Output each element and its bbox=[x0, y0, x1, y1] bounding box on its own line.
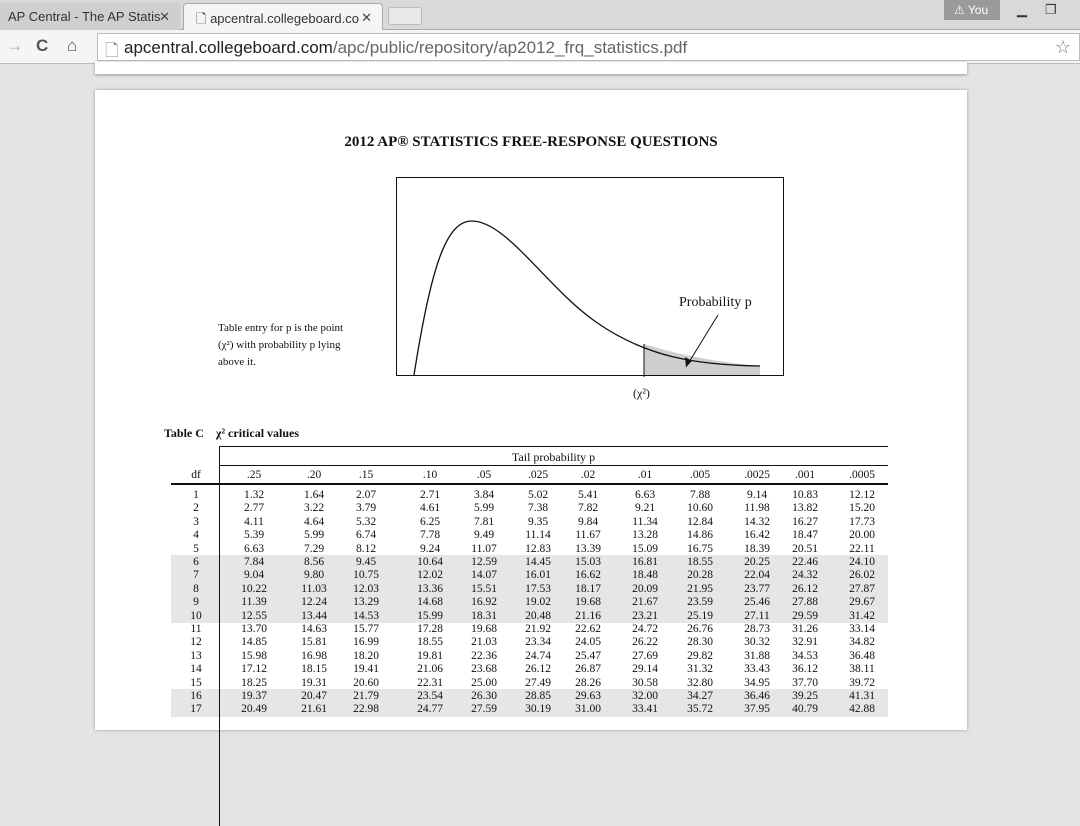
table-cell: 37.70 bbox=[792, 676, 818, 689]
table-cell: 21.03 bbox=[471, 636, 497, 649]
table-cell: 15.99 bbox=[417, 609, 443, 622]
table-cell: 30.58 bbox=[632, 676, 658, 689]
table-cell: 21.79 bbox=[353, 690, 379, 702]
table-cell: 23.34 bbox=[525, 636, 551, 649]
tab-label: apcentral.collegeboard.co bbox=[210, 11, 359, 26]
table-cell: 20.28 bbox=[687, 569, 713, 582]
forward-icon[interactable]: → bbox=[6, 36, 23, 55]
table-cell: 32.91 bbox=[792, 636, 818, 649]
table-cell: 5.41 bbox=[577, 489, 599, 501]
table-cell: 5.39 bbox=[243, 529, 265, 542]
table-cell: 13.29 bbox=[353, 596, 379, 609]
table-cell: 9.14 bbox=[746, 489, 768, 501]
table-cell: 42.88 bbox=[849, 703, 875, 716]
table-cell: 16.81 bbox=[632, 556, 658, 568]
column-header: .001 bbox=[794, 469, 816, 481]
df-cell: 14 bbox=[190, 663, 202, 676]
table-cell: 6.74 bbox=[355, 529, 377, 542]
df-cell: 15 bbox=[190, 676, 202, 689]
df-cell: 12 bbox=[190, 636, 202, 649]
table-cell: 19.68 bbox=[471, 623, 497, 635]
table-cell: 18.55 bbox=[687, 556, 713, 568]
table-cell: 28.26 bbox=[575, 676, 601, 689]
table-cell: 36.46 bbox=[744, 690, 770, 702]
table-cell: 3.22 bbox=[303, 502, 325, 515]
table-cell: 9.04 bbox=[243, 569, 265, 582]
table-cell: 11.07 bbox=[471, 542, 497, 555]
table-cell: 10.22 bbox=[241, 582, 267, 595]
table-cell: 37.95 bbox=[744, 703, 770, 716]
table-cell: 5.99 bbox=[473, 502, 495, 515]
table-cell: 16.27 bbox=[792, 515, 818, 528]
table-cell: 10.75 bbox=[353, 569, 379, 582]
table-cell: 26.12 bbox=[525, 663, 551, 676]
table-cell: 33.43 bbox=[744, 663, 770, 676]
table-cell: 12.55 bbox=[241, 609, 267, 622]
table-cell: 40.79 bbox=[792, 703, 818, 716]
table-cell: 38.11 bbox=[849, 663, 875, 676]
table-cell: 12.02 bbox=[417, 569, 443, 582]
table-cell: 14.53 bbox=[353, 609, 379, 622]
df-cell: 16 bbox=[190, 690, 202, 702]
table-cell: 31.42 bbox=[849, 609, 875, 622]
table-cell: 9.45 bbox=[355, 556, 377, 568]
table-cell: 12.12 bbox=[849, 489, 875, 501]
table-cell: 22.46 bbox=[792, 556, 818, 568]
table-cell: 18.47 bbox=[792, 529, 818, 542]
column-header: .20 bbox=[306, 469, 322, 481]
table-cell: 18.17 bbox=[575, 582, 601, 595]
table-cell: 25.47 bbox=[575, 649, 601, 662]
table-cell: 30.19 bbox=[525, 703, 551, 716]
table-cell: 18.20 bbox=[353, 649, 379, 662]
caption-line: Table entry for p is the point bbox=[218, 322, 344, 334]
table-cell: 13.82 bbox=[792, 502, 818, 515]
table-cell: 21.92 bbox=[525, 623, 551, 635]
column-header: .0025 bbox=[744, 469, 770, 481]
table-cell: 18.31 bbox=[471, 609, 497, 622]
table-cell: 19.31 bbox=[301, 676, 327, 689]
table-cell: 28.30 bbox=[687, 636, 713, 649]
table-cell: 7.84 bbox=[243, 556, 265, 568]
table-cell: 25.00 bbox=[471, 676, 497, 689]
table-cell: 23.77 bbox=[744, 582, 770, 595]
table-cell: 21.06 bbox=[417, 663, 443, 676]
star-icon[interactable]: ☆ bbox=[1054, 37, 1071, 57]
table-cell: 17.12 bbox=[241, 663, 267, 676]
column-header: .25 bbox=[246, 469, 262, 481]
table-cell: 41.31 bbox=[849, 690, 875, 702]
table-cell: 27.88 bbox=[792, 596, 818, 609]
table-cell: 26.30 bbox=[471, 690, 497, 702]
table-cell: 31.26 bbox=[792, 623, 818, 635]
table-cell: 22.98 bbox=[353, 703, 379, 716]
user-label: You bbox=[967, 3, 989, 17]
reload-icon[interactable]: C bbox=[36, 36, 49, 55]
df-cell: 2 bbox=[193, 502, 199, 515]
table-title bbox=[164, 426, 299, 441]
page-icon: 🗋 bbox=[105, 41, 119, 60]
minimize-icon[interactable]: ▁ bbox=[1017, 2, 1027, 17]
rule bbox=[171, 483, 888, 485]
table-cell: 27.11 bbox=[744, 609, 770, 622]
table-cell: 15.09 bbox=[632, 542, 658, 555]
table-cell: 13.28 bbox=[632, 529, 658, 542]
table-cell: 14.85 bbox=[241, 636, 267, 649]
df-cell: 5 bbox=[193, 542, 199, 555]
table-cell: 15.03 bbox=[575, 556, 601, 568]
table-cell: 25.19 bbox=[687, 609, 713, 622]
table-cell: 3.84 bbox=[473, 489, 495, 501]
table-cell: 12.83 bbox=[525, 542, 551, 555]
df-cell: 9 bbox=[193, 596, 199, 609]
column-header: .15 bbox=[358, 469, 374, 481]
table-cell: 18.39 bbox=[744, 542, 770, 555]
table-cell: 13.44 bbox=[301, 609, 327, 622]
table-cell: 3.79 bbox=[355, 502, 377, 515]
table-cell: 14.63 bbox=[301, 623, 327, 635]
table-cell: 16.01 bbox=[525, 569, 551, 582]
table-cell: 14.68 bbox=[417, 596, 443, 609]
df-cell: 1 bbox=[193, 489, 199, 501]
column-header: .005 bbox=[689, 469, 711, 481]
table-cell: 20.00 bbox=[849, 529, 875, 542]
table-cell: 32.00 bbox=[632, 690, 658, 702]
table-cell: 29.82 bbox=[687, 649, 713, 662]
table-cell: 15.20 bbox=[849, 502, 875, 515]
table-cell: 26.22 bbox=[632, 636, 658, 649]
table-cell: 28.73 bbox=[744, 623, 770, 635]
table-cell: 11.98 bbox=[744, 502, 770, 515]
table-cell: 6.25 bbox=[419, 515, 441, 528]
table-cell: 6.63 bbox=[243, 542, 265, 555]
table-cell: 21.67 bbox=[632, 596, 658, 609]
table-cell: 31.00 bbox=[575, 703, 601, 716]
page-icon: 🗋 bbox=[196, 11, 211, 26]
table-cell: 22.04 bbox=[744, 569, 770, 582]
table-cell: 26.02 bbox=[849, 569, 875, 582]
table-cell: 9.21 bbox=[634, 502, 656, 515]
table-cell: 16.98 bbox=[301, 649, 327, 662]
table-cell: 13.39 bbox=[575, 542, 601, 555]
tab-ap-central[interactable] bbox=[0, 3, 180, 30]
table-cell: 9.49 bbox=[473, 529, 495, 542]
table-cell: 16.99 bbox=[353, 636, 379, 649]
table-cell: 10.64 bbox=[417, 556, 443, 568]
table-cell: 32.80 bbox=[687, 676, 713, 689]
close-icon[interactable]: ✕ bbox=[159, 9, 170, 24]
table-cell: 4.61 bbox=[419, 502, 441, 515]
column-header: .05 bbox=[476, 469, 492, 481]
table-cell: 30.32 bbox=[744, 636, 770, 649]
table-cell: 21.61 bbox=[301, 703, 327, 716]
table-cell: 29.67 bbox=[849, 596, 875, 609]
table-cell: 8.56 bbox=[303, 556, 325, 568]
table-cell: 12.84 bbox=[687, 515, 713, 528]
url-host: apcentral.collegeboard.com bbox=[124, 38, 333, 57]
table-cell: 15.81 bbox=[301, 636, 327, 649]
table-cell: 4.64 bbox=[303, 515, 325, 528]
address-bar[interactable] bbox=[97, 33, 1080, 61]
table-cell: 16.62 bbox=[575, 569, 601, 582]
table-cell: 7.78 bbox=[419, 529, 441, 542]
table-cell: 14.07 bbox=[471, 569, 497, 582]
table-cell: 36.12 bbox=[792, 663, 818, 676]
previous-page bbox=[95, 62, 967, 74]
table-cell: 26.76 bbox=[687, 623, 713, 635]
page-title: 2012 AP® STATISTICS FREE-RESPONSE QUESTIONS bbox=[344, 134, 718, 150]
table-cell: 20.09 bbox=[632, 582, 658, 595]
table-cell: 1.64 bbox=[303, 489, 325, 501]
close-icon[interactable]: ✕ bbox=[361, 10, 372, 25]
chi-label: (χ²) bbox=[633, 386, 650, 400]
df-cell: 13 bbox=[190, 649, 202, 662]
table-cell: 19.81 bbox=[417, 649, 443, 662]
table-cell: 18.48 bbox=[632, 569, 658, 582]
table-cell: 7.81 bbox=[473, 515, 495, 528]
table-cell: 15.51 bbox=[471, 582, 497, 595]
table-cell: 34.53 bbox=[792, 649, 818, 662]
table-cell: 19.37 bbox=[241, 690, 267, 702]
table-cell: 27.87 bbox=[849, 582, 875, 595]
table-cell: 33.14 bbox=[849, 623, 875, 635]
table-cell: 2.71 bbox=[419, 489, 441, 501]
table-cell: 8.12 bbox=[355, 542, 377, 555]
column-header: .0005 bbox=[849, 469, 875, 481]
table-cell: 12.03 bbox=[353, 582, 379, 595]
table-cell: 13.36 bbox=[417, 582, 443, 595]
table-cell: 10.60 bbox=[687, 502, 713, 515]
table-cell: 23.54 bbox=[417, 690, 443, 702]
table-cell: 10.83 bbox=[792, 489, 818, 501]
table-cell: 14.86 bbox=[687, 529, 713, 542]
tab-label: AP Central - The AP Statis bbox=[8, 9, 161, 24]
table-cell: 15.98 bbox=[241, 649, 267, 662]
table-cell: 20.49 bbox=[241, 703, 267, 716]
table-cell: 24.05 bbox=[575, 636, 601, 649]
toolbar bbox=[0, 30, 1080, 64]
table-subtitle: χ² critical values bbox=[215, 426, 300, 440]
table-cell: 24.72 bbox=[632, 623, 658, 635]
table-cell: 5.02 bbox=[527, 489, 549, 501]
table-cell: 21.95 bbox=[687, 582, 713, 595]
table-cell: 26.87 bbox=[575, 663, 601, 676]
table-cell: 27.69 bbox=[632, 649, 658, 662]
table-cell: 18.55 bbox=[417, 636, 443, 649]
table-cell: 22.31 bbox=[417, 676, 443, 689]
table-cell: 17.73 bbox=[849, 515, 875, 528]
table-cell: 23.59 bbox=[687, 596, 713, 609]
table-cell: 36.48 bbox=[849, 649, 875, 662]
table-cell: 34.95 bbox=[744, 676, 770, 689]
table-cell: 13.70 bbox=[241, 623, 267, 635]
table-cell: 21.16 bbox=[575, 609, 601, 622]
table-cell: 34.27 bbox=[687, 690, 713, 702]
table-cell: 29.59 bbox=[792, 609, 818, 622]
df-cell: 6 bbox=[193, 556, 199, 568]
table-cell: 7.82 bbox=[577, 502, 599, 515]
probability-label: Probability p bbox=[679, 295, 752, 310]
home-icon[interactable]: ⌂ bbox=[67, 36, 78, 55]
table-cell: 11.14 bbox=[525, 529, 551, 542]
table-cell: 11.34 bbox=[632, 515, 658, 528]
table-cell: 25.46 bbox=[744, 596, 770, 609]
table-cell: 24.32 bbox=[792, 569, 818, 582]
table-cell: 28.85 bbox=[525, 690, 551, 702]
new-tab-button[interactable] bbox=[388, 7, 422, 25]
table-cell: 5.32 bbox=[355, 515, 377, 528]
table-cell: 1.32 bbox=[243, 489, 265, 501]
table-cell: 33.41 bbox=[632, 703, 658, 716]
table-cell: 14.45 bbox=[525, 556, 551, 568]
table-cell: 31.88 bbox=[744, 649, 770, 662]
table-cell: 39.72 bbox=[849, 676, 875, 689]
table-cell: 2.77 bbox=[243, 502, 265, 515]
figure-frame bbox=[397, 178, 784, 376]
table-cell: 15.77 bbox=[353, 623, 379, 635]
df-cell: 3 bbox=[193, 515, 199, 528]
url-path: /apc/public/repository/ap2012_frq_statistics.pdf bbox=[332, 38, 688, 57]
table-cell: 2.07 bbox=[355, 489, 377, 501]
table-cell: 29.63 bbox=[575, 690, 601, 702]
table-number: Table C bbox=[164, 426, 204, 440]
table-cell: 12.24 bbox=[301, 596, 327, 609]
rule bbox=[219, 465, 888, 466]
table-cell: 19.41 bbox=[353, 663, 379, 676]
rule bbox=[219, 446, 888, 447]
table-cell: 19.02 bbox=[525, 596, 551, 609]
df-cell: 11 bbox=[190, 623, 202, 635]
table-cell: 27.49 bbox=[525, 676, 551, 689]
table-cell: 17.28 bbox=[417, 623, 443, 635]
table-cell: 23.68 bbox=[471, 663, 497, 676]
pdf-page bbox=[95, 90, 967, 730]
column-header: .02 bbox=[580, 469, 596, 481]
tab-bar bbox=[0, 0, 1080, 30]
df-cell: 10 bbox=[190, 609, 202, 622]
table-cell: 12.59 bbox=[471, 556, 497, 568]
table-cell: 24.77 bbox=[417, 703, 443, 716]
tab-pdf[interactable] bbox=[183, 3, 383, 30]
table-cell: 20.47 bbox=[301, 690, 327, 702]
table-cell: 4.11 bbox=[244, 515, 264, 528]
table-cell: 11.67 bbox=[575, 529, 601, 542]
table-cell: 11.39 bbox=[241, 596, 267, 609]
user-badge[interactable] bbox=[944, 0, 1000, 20]
table-cell: 22.36 bbox=[471, 649, 497, 662]
table-cell: 17.53 bbox=[525, 582, 551, 595]
table-cell: 22.11 bbox=[849, 542, 875, 555]
caption-line: (χ²) with probability p lying bbox=[218, 339, 341, 351]
table-cell: 24.10 bbox=[849, 556, 875, 568]
table-cell: 19.68 bbox=[575, 596, 601, 609]
table-cell: 16.75 bbox=[687, 542, 713, 555]
table-cell: 39.25 bbox=[792, 690, 818, 702]
column-header: .10 bbox=[422, 469, 438, 481]
df-cell: 4 bbox=[193, 529, 199, 542]
table-cell: 23.21 bbox=[632, 609, 658, 622]
table-cell: 22.62 bbox=[575, 623, 601, 635]
column-header: .025 bbox=[527, 469, 549, 481]
table-cell: 26.12 bbox=[792, 582, 818, 595]
table-cell: 29.14 bbox=[632, 663, 658, 676]
table-cell: 34.82 bbox=[849, 636, 875, 649]
df-cell: 8 bbox=[193, 582, 199, 595]
restore-icon[interactable]: ❐ bbox=[1045, 2, 1057, 17]
table-cell: 5.99 bbox=[303, 529, 325, 542]
table-cell: 27.59 bbox=[471, 703, 497, 716]
table-cell: 20.25 bbox=[744, 556, 770, 568]
df-cell: 7 bbox=[193, 569, 199, 582]
df-cell: 17 bbox=[190, 703, 202, 716]
table-cell: 31.32 bbox=[687, 663, 713, 676]
table-cell: 14.32 bbox=[744, 515, 770, 528]
table-cell: 35.72 bbox=[687, 703, 713, 716]
table-cell: 7.29 bbox=[303, 542, 325, 555]
table-cell: 9.24 bbox=[419, 542, 441, 555]
chi-square-figure bbox=[396, 177, 786, 377]
table-cell: 16.92 bbox=[471, 596, 497, 609]
table-cell: 20.51 bbox=[792, 542, 818, 555]
table-cell: 7.38 bbox=[527, 502, 549, 515]
column-header-df: df bbox=[191, 469, 201, 481]
table-cell: 16.42 bbox=[744, 529, 770, 542]
table-cell: 9.84 bbox=[577, 515, 599, 528]
figure-caption bbox=[218, 320, 378, 371]
table-cell: 18.25 bbox=[241, 676, 267, 689]
warning-icon: ⚠ bbox=[954, 3, 968, 17]
table-cell: 6.63 bbox=[634, 489, 656, 501]
table-cell: 24.74 bbox=[525, 649, 551, 662]
tail-probability-label: Tail probability p bbox=[511, 450, 596, 464]
table-cell: 20.48 bbox=[525, 609, 551, 622]
table-cell: 18.15 bbox=[301, 663, 327, 676]
table-cell: 11.03 bbox=[301, 582, 327, 595]
caption-line: above it. bbox=[218, 356, 256, 368]
table-cell: 7.88 bbox=[689, 489, 711, 501]
column-header: .01 bbox=[637, 469, 653, 481]
table-cell: 20.60 bbox=[353, 676, 379, 689]
table-cell: 9.80 bbox=[303, 569, 325, 582]
table-cell: 9.35 bbox=[527, 515, 549, 528]
